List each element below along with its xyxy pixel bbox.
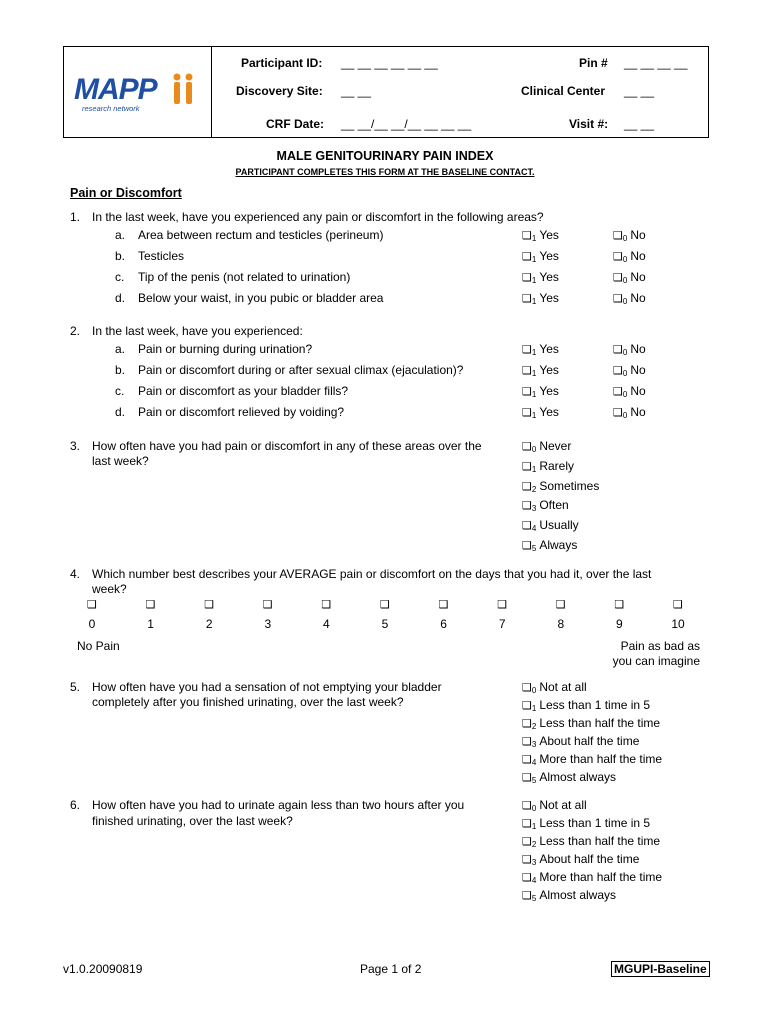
form-title: MALE GENITOURINARY PAIN INDEX	[276, 149, 494, 163]
q5-option[interactable]	[522, 716, 660, 731]
q2-text: In the last week, have you experienced:	[92, 324, 303, 338]
checkbox-icon[interactable]: ❑	[522, 853, 532, 866]
checkbox-icon[interactable]: ❑	[613, 271, 623, 284]
footer-form-id: MGUPI-Baseline	[611, 961, 710, 977]
q4-scale-checkbox[interactable]: ❑	[321, 598, 332, 611]
q6-option[interactable]	[522, 888, 616, 903]
logo-subtext: research network	[82, 104, 140, 113]
q1-item-no[interactable]	[613, 249, 646, 264]
q3-number: 3.	[70, 439, 81, 453]
checkbox-icon[interactable]: ❑	[613, 406, 623, 419]
option-code: 5	[531, 776, 537, 785]
checkbox-icon[interactable]: ❑	[522, 440, 532, 453]
q2-item-letter: d.	[115, 405, 126, 419]
option-label: More than half the time	[539, 870, 663, 884]
checkbox-icon[interactable]: ❑	[522, 817, 532, 830]
option-label: About half the time	[539, 734, 640, 748]
q4-scale-number: 1	[147, 617, 154, 631]
option-label: Less than 1 time in 5	[539, 698, 651, 712]
checkbox-icon[interactable]: ❑	[522, 717, 532, 730]
section-heading: Pain or Discomfort	[70, 186, 182, 200]
checkbox-icon[interactable]: ❑	[522, 499, 532, 512]
option-code: 0	[622, 348, 628, 357]
option-label: Less than half the time	[539, 716, 661, 730]
option-label: No	[630, 270, 646, 284]
option-label: Yes	[539, 270, 559, 284]
q5-option[interactable]	[522, 680, 587, 695]
checkbox-icon[interactable]: ❑	[613, 343, 623, 356]
option-label: Rarely	[539, 459, 575, 473]
q4-scale-number: 3	[264, 617, 272, 631]
option-label: Almost always	[539, 888, 617, 902]
option-label: More than half the time	[539, 752, 663, 766]
checkbox-icon[interactable]: ❑	[522, 699, 532, 712]
q6-option[interactable]	[522, 798, 587, 813]
option-code: 1	[531, 234, 537, 243]
checkbox-icon[interactable]: ❑	[613, 292, 623, 305]
checkbox-icon[interactable]: ❑	[522, 385, 532, 398]
q4-scale-checkbox[interactable]: ❑	[380, 598, 390, 611]
q1-item-no[interactable]	[613, 291, 646, 306]
visit-label: Visit #:	[569, 117, 609, 131]
q3-option[interactable]	[522, 518, 579, 533]
footer-page: Page 1 of 2	[360, 962, 422, 976]
q1-item-text: Tip of the penis (not related to urination)	[138, 270, 351, 284]
discovery-site-label: Discovery Site:	[236, 84, 323, 98]
q4-scale-number: 9	[616, 617, 623, 631]
q6-text-line2: finished urinating, over the last week?	[92, 814, 293, 828]
option-label: Yes	[539, 249, 559, 263]
option-label: Sometimes	[539, 479, 600, 493]
option-code: 2	[531, 840, 537, 849]
option-code: 0	[531, 686, 537, 695]
q6-text-line1: How often have you had to urinate again less than two hours after you	[92, 798, 465, 812]
checkbox-icon[interactable]: ❑	[522, 460, 532, 473]
participant-id-field[interactable]: __ __ __ __ __ __	[341, 56, 438, 70]
checkbox-icon[interactable]: ❑	[522, 539, 532, 552]
option-code: 1	[531, 411, 537, 420]
q2-item-letter: c.	[115, 384, 125, 398]
q2-item-no[interactable]	[613, 405, 646, 420]
q1-item-yes[interactable]	[522, 228, 559, 243]
checkbox-icon[interactable]: ❑	[522, 480, 532, 493]
q2-item-text: Pain or discomfort relieved by voiding?	[138, 405, 345, 419]
q1-item-no[interactable]	[613, 228, 646, 243]
option-label: Yes	[539, 342, 559, 356]
option-label: No	[630, 342, 646, 356]
option-code: 0	[622, 255, 628, 264]
q4-scale-checkbox[interactable]: ❑	[673, 598, 683, 611]
option-label: About half the time	[539, 852, 640, 866]
checkbox-icon[interactable]: ❑	[613, 364, 623, 377]
q3-option[interactable]	[522, 479, 599, 494]
option-code: 0	[622, 297, 628, 306]
checkbox-icon[interactable]: ❑	[522, 753, 532, 766]
q1-item-text: Area between rectum and testicles (perineum)	[138, 228, 384, 242]
q4-scale-checkbox[interactable]: ❑	[262, 598, 273, 611]
option-code: 1	[531, 465, 537, 474]
q5-text-line2: completely after you finished urinating, over the last week?	[92, 695, 404, 709]
figures-icon	[170, 73, 200, 107]
q4-left-anchor: No Pain	[77, 639, 120, 653]
q2-item-text: Pain or discomfort as your bladder fills?	[138, 384, 349, 398]
clinical-center-label: Clinical Center	[521, 84, 606, 98]
q4-scale-checkbox[interactable]: ❑	[87, 598, 97, 611]
option-code: 0	[622, 390, 628, 399]
crf-date-field[interactable]: __ __/__ __/__ __ __ __	[341, 117, 472, 131]
pin-label: Pin #	[579, 56, 608, 70]
q3-option[interactable]	[522, 538, 577, 553]
option-code: 1	[531, 704, 537, 713]
q6-option[interactable]	[522, 870, 662, 885]
q3-option[interactable]	[522, 439, 571, 454]
option-code: 5	[531, 894, 537, 903]
q6-number: 6.	[70, 798, 81, 812]
checkbox-icon[interactable]: ❑	[522, 292, 532, 305]
q2-item-no[interactable]	[613, 363, 646, 378]
option-label: Always	[539, 538, 578, 552]
option-label: Yes	[539, 384, 559, 398]
mapp-logo	[74, 73, 204, 117]
q4-scale-number: 4	[323, 617, 330, 631]
q5-number: 5.	[70, 680, 81, 694]
pin-field[interactable]: __ __ __ __	[624, 56, 688, 70]
q2-item-yes[interactable]	[522, 363, 559, 378]
option-label: Often	[539, 498, 569, 512]
option-label: Yes	[539, 405, 559, 419]
discovery-site-field[interactable]: __ __	[341, 84, 372, 98]
q4-scale-number: 6	[440, 617, 447, 631]
checkbox-icon[interactable]: ❑	[613, 385, 623, 398]
q5-option[interactable]	[522, 734, 639, 749]
q2-item-text: Pain or discomfort during or after sexual climax (ejaculation)?	[138, 363, 464, 377]
q4-scale-number: 5	[381, 617, 389, 631]
option-code: 3	[531, 504, 537, 513]
q4-scale-number: 8	[557, 617, 565, 631]
option-code: 4	[531, 524, 537, 533]
option-label: Less than 1 time in 5	[539, 816, 651, 830]
q5-option[interactable]	[522, 752, 662, 767]
q4-number: 4.	[70, 567, 81, 581]
q1-item-text: Testicles	[138, 249, 185, 263]
checkbox-icon[interactable]: ❑	[522, 681, 532, 694]
checkbox-icon[interactable]: ❑	[522, 871, 532, 884]
option-label: Not at all	[539, 798, 587, 812]
q1-item-no[interactable]	[613, 270, 646, 285]
q4-scale-checkbox[interactable]: ❑	[497, 598, 508, 611]
logo-text: MAPP	[74, 73, 157, 106]
q2-item-yes[interactable]	[522, 342, 559, 357]
form-subtitle: PARTICIPANT COMPLETES THIS FORM AT THE BASELINE CONTACT.	[235, 167, 535, 177]
option-code: 0	[622, 276, 628, 285]
checkbox-icon[interactable]: ❑	[522, 771, 532, 784]
q4-scale-checkbox[interactable]: ❑	[438, 598, 449, 611]
q1-text: In the last week, have you experienced any pain or discomfort in the following areas?	[92, 210, 544, 224]
option-code: 0	[622, 234, 628, 243]
option-code: 1	[531, 390, 537, 399]
option-code: 0	[531, 445, 537, 454]
option-code: 1	[531, 255, 537, 264]
q1-item-yes[interactable]	[522, 249, 559, 264]
q4-scale-number: 2	[205, 617, 213, 631]
option-label: No	[630, 363, 646, 377]
option-label: No	[630, 291, 646, 305]
q4-scale-checkbox[interactable]: ❑	[614, 598, 625, 611]
q4-scale-number: 0	[88, 617, 96, 631]
q2-item-text: Pain or burning during urination?	[138, 342, 313, 356]
option-code: 1	[531, 297, 537, 306]
option-code: 5	[531, 544, 537, 553]
checkbox-icon[interactable]: ❑	[522, 519, 532, 532]
q2-item-yes[interactable]	[522, 384, 559, 399]
q2-item-no[interactable]	[613, 342, 646, 357]
q1-item-letter: d.	[115, 291, 126, 305]
q4-text-line1: Which number best describes your AVERAGE pain or discomfort on the days that you had it, over the last	[92, 567, 652, 581]
visit-field[interactable]: __ __	[624, 117, 655, 131]
crf-date-label: CRF Date:	[266, 117, 325, 131]
participant-id-label: Participant ID:	[241, 56, 323, 70]
q5-option[interactable]	[522, 770, 616, 785]
q2-item-letter: b.	[115, 363, 126, 377]
clinical-center-field[interactable]: __ __	[624, 84, 655, 98]
q4-right-anchor-line1: Pain as bad as	[620, 639, 700, 653]
q1-item-letter: b.	[115, 249, 126, 263]
q4-right-anchor-line2: you can imagine	[612, 654, 700, 668]
checkbox-icon[interactable]: ❑	[522, 229, 532, 242]
checkbox-icon[interactable]: ❑	[522, 889, 532, 902]
option-code: 2	[531, 722, 537, 731]
q1-item-letter: a.	[115, 228, 126, 242]
q6-option[interactable]	[522, 816, 650, 831]
option-label: No	[630, 405, 646, 419]
q6-option[interactable]	[522, 834, 660, 849]
checkbox-icon[interactable]: ❑	[522, 735, 532, 748]
q6-option[interactable]	[522, 852, 639, 867]
checkbox-icon[interactable]: ❑	[613, 229, 623, 242]
option-label: Not at all	[539, 680, 587, 694]
q3-text-line2: last week?	[92, 454, 149, 468]
q2-item-yes[interactable]	[522, 405, 559, 420]
option-code: 0	[531, 804, 537, 813]
option-label: Yes	[539, 228, 559, 242]
q4-scale-checkbox[interactable]: ❑	[555, 598, 566, 611]
option-code: 1	[531, 276, 537, 285]
checkbox-icon[interactable]: ❑	[522, 799, 532, 812]
option-code: 0	[622, 411, 628, 420]
checkbox-icon[interactable]: ❑	[613, 250, 623, 263]
header-divider	[211, 47, 212, 137]
option-code: 4	[531, 876, 537, 885]
checkbox-icon[interactable]: ❑	[522, 406, 532, 419]
option-code: 0	[622, 369, 628, 378]
checkbox-icon[interactable]: ❑	[522, 835, 532, 848]
checkbox-icon[interactable]: ❑	[522, 250, 532, 263]
option-label: Usually	[539, 518, 579, 532]
option-label: No	[630, 228, 646, 242]
q1-item-yes[interactable]	[522, 291, 559, 306]
q2-item-no[interactable]	[613, 384, 646, 399]
q3-text-line1: How often have you had pain or discomfort in any of these areas over the	[92, 439, 482, 453]
q1-item-letter: c.	[115, 270, 125, 284]
q4-text-line2: week?	[92, 582, 127, 596]
footer-version: v1.0.20090819	[63, 962, 143, 976]
q5-option[interactable]	[522, 698, 650, 713]
option-code: 4	[531, 758, 537, 767]
option-code: 1	[531, 369, 537, 378]
option-label: Yes	[539, 363, 559, 377]
q4-scale-checkbox[interactable]: ❑	[204, 598, 215, 611]
option-label: Never	[539, 439, 572, 453]
option-label: No	[630, 249, 646, 263]
option-label: Less than half the time	[539, 834, 661, 848]
q3-option[interactable]	[522, 459, 574, 474]
q3-option[interactable]	[522, 498, 569, 513]
option-code: 1	[531, 348, 537, 357]
q2-item-letter: a.	[115, 342, 126, 356]
checkbox-icon[interactable]: ❑	[522, 343, 532, 356]
q1-number: 1.	[70, 210, 81, 224]
q2-number: 2.	[70, 324, 81, 338]
q4-scale-number: 10	[671, 617, 685, 631]
option-code: 3	[531, 740, 537, 749]
option-code: 2	[531, 485, 537, 494]
checkbox-icon[interactable]: ❑	[522, 271, 532, 284]
q1-item-yes[interactable]	[522, 270, 559, 285]
option-code: 3	[531, 858, 537, 867]
q4-scale-checkbox[interactable]: ❑	[145, 598, 156, 611]
checkbox-icon[interactable]: ❑	[522, 364, 532, 377]
q4-scale-number: 7	[498, 617, 506, 631]
option-label: No	[630, 384, 646, 398]
q1-item-text: Below your waist, in you pubic or bladder area	[138, 291, 384, 305]
option-code: 1	[531, 822, 537, 831]
option-label: Yes	[539, 291, 559, 305]
option-label: Almost always	[539, 770, 617, 784]
q5-text-line1: How often have you had a sensation of not emptying your bladder	[92, 680, 442, 694]
